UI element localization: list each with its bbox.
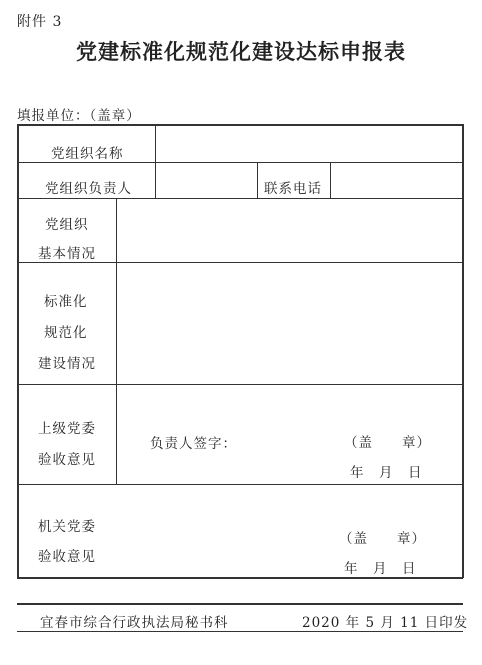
agency-opinion-cell[interactable] bbox=[19, 486, 461, 576]
footer-issue-date: 2020 年 5 月 11 日印发 bbox=[302, 615, 469, 631]
form-title: 党建标准化规范化建设达标申报表 bbox=[76, 39, 406, 64]
agency-date-text: 年 月 日 bbox=[344, 561, 417, 577]
signature-label: 负责人签字： bbox=[150, 436, 237, 452]
standardization-label-line2: 规范化 bbox=[44, 325, 88, 341]
attachment-label: 附件 3 bbox=[17, 14, 63, 30]
agency-seal-text: （盖 章） bbox=[339, 531, 426, 547]
basic-info-value-cell[interactable] bbox=[118, 199, 461, 261]
column-divider bbox=[330, 162, 331, 198]
superior-date-text: 年 月 日 bbox=[350, 465, 423, 481]
standardization-value-cell[interactable] bbox=[118, 263, 461, 383]
superior-committee-label-line1: 上级党委 bbox=[38, 421, 96, 437]
contact-phone-label: 联系电话 bbox=[264, 181, 322, 197]
column-divider bbox=[155, 124, 156, 198]
standardization-label-line3: 建设情况 bbox=[38, 356, 96, 372]
org-name-label: 党组织名称 bbox=[51, 146, 124, 162]
filler-unit-label: 填报单位：（盖章） bbox=[17, 108, 141, 124]
table-border-right bbox=[462, 124, 464, 578]
footer-bottom-rule bbox=[17, 631, 463, 632]
row-divider bbox=[17, 384, 463, 385]
table-border-bottom bbox=[17, 577, 463, 579]
column-divider bbox=[116, 198, 117, 484]
footer-organization: 宜春市综合行政执法局秘书科 bbox=[40, 615, 229, 631]
contact-phone-value-cell[interactable] bbox=[332, 163, 461, 197]
column-divider bbox=[257, 162, 258, 198]
superior-opinion-cell[interactable] bbox=[118, 386, 461, 483]
basic-info-label-line1: 党组织 bbox=[45, 217, 89, 233]
superior-seal-text: （盖 章） bbox=[344, 435, 431, 451]
org-leader-label: 党组织负责人 bbox=[45, 181, 132, 197]
org-leader-value-cell[interactable] bbox=[157, 163, 256, 197]
basic-info-label-line2: 基本情况 bbox=[38, 246, 96, 262]
row-divider bbox=[17, 484, 463, 485]
agency-committee-label-line1: 机关党委 bbox=[38, 519, 96, 535]
standardization-label-line1: 标准化 bbox=[44, 294, 88, 310]
agency-committee-label-line2: 验收意见 bbox=[38, 549, 96, 565]
org-name-value-cell[interactable] bbox=[157, 126, 461, 161]
footer-top-rule bbox=[17, 603, 463, 605]
superior-committee-label-line2: 验收意见 bbox=[38, 452, 96, 468]
